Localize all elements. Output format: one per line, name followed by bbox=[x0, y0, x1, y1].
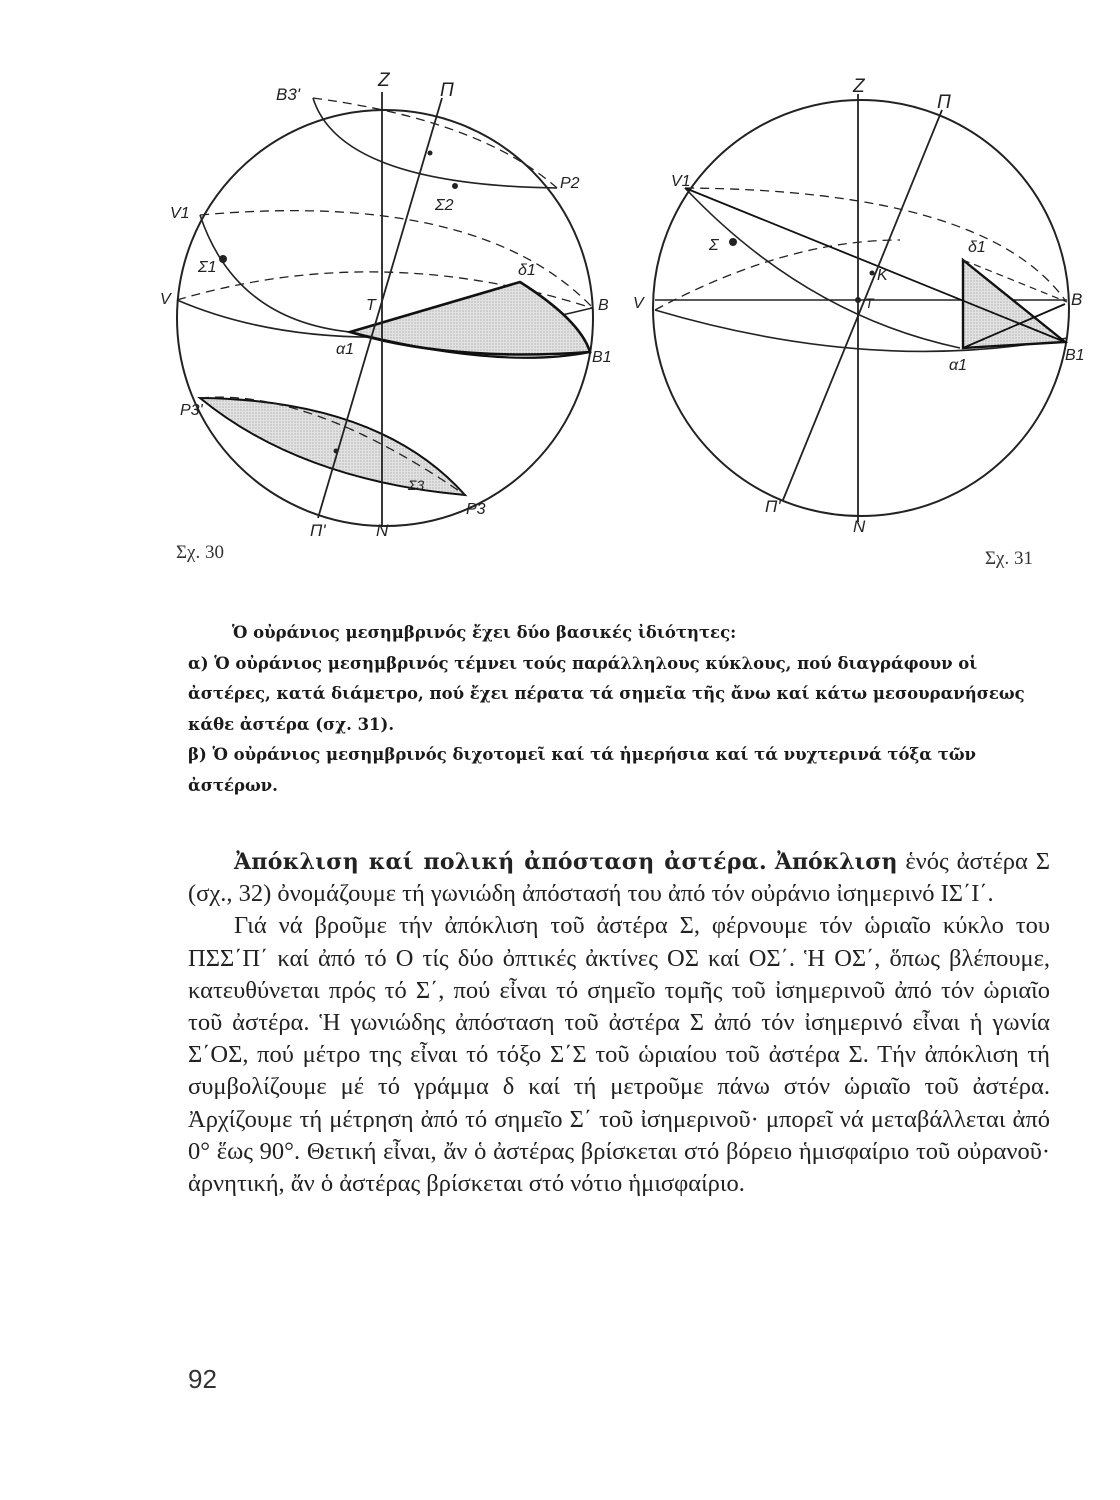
label-z: Z bbox=[378, 70, 390, 91]
label-z: Z bbox=[853, 76, 865, 97]
star-s1 bbox=[219, 255, 227, 263]
label-b1: B1 bbox=[1065, 347, 1085, 364]
label-b: B bbox=[598, 297, 609, 314]
label-d1: δ1 bbox=[968, 239, 986, 256]
figure-31-caption: Σχ. 31 bbox=[985, 548, 1033, 569]
point-pole bbox=[428, 151, 433, 156]
label-s2: Σ2 bbox=[435, 197, 454, 214]
summary-block bbox=[188, 618, 1048, 801]
parallel-back bbox=[685, 188, 1065, 300]
label-v1: V1 bbox=[170, 205, 190, 222]
parallel-front bbox=[685, 188, 960, 348]
figure-30-diagram bbox=[150, 70, 620, 550]
summary-item-b: β) Ὁ οὐράνιος μεσημβρινός διχοτομεῖ καί τά ἡμερήσια καί τά νυχτερινά τόξα τῶν ἀστέρων. bbox=[188, 745, 976, 795]
paragraph-1 bbox=[188, 846, 1050, 910]
label-d1: δ1 bbox=[518, 262, 536, 279]
label-v1: V1 bbox=[671, 173, 691, 190]
label-pp: Π' bbox=[765, 497, 781, 516]
label-p: Π bbox=[937, 92, 951, 113]
figure-30 bbox=[150, 70, 620, 550]
label-n: N bbox=[376, 521, 389, 540]
label-a1: α1 bbox=[336, 341, 355, 358]
label-a1: α1 bbox=[949, 357, 968, 374]
label-v: V bbox=[160, 291, 171, 308]
chord-v1-b1 bbox=[685, 188, 1065, 342]
figure-31-diagram bbox=[625, 70, 1095, 550]
point-axis bbox=[334, 449, 339, 454]
label-b1: B1 bbox=[592, 349, 612, 366]
paragraph-1-text: ἑνός ἀστέρα Σ (σχ., 32) ὀνομάζουμε τή γωνιώδη ἀπόστασή του ἀπό τόν οὐράνιο ἰσημερινό ΙΣ΄Ι΄. bbox=[188, 848, 1050, 908]
shaded-triangle bbox=[963, 260, 1065, 348]
label-v: V bbox=[633, 295, 644, 312]
page-number: 92 bbox=[188, 1364, 217, 1394]
label-p3p: P3' bbox=[180, 402, 203, 419]
label-b: B bbox=[1071, 290, 1083, 309]
label-s3: Σ3 bbox=[408, 477, 425, 493]
top-parallel-front bbox=[313, 98, 557, 188]
star-s bbox=[729, 238, 737, 246]
label-pp: Π' bbox=[310, 521, 326, 540]
polar-axis bbox=[783, 110, 942, 500]
section-heading: Ἀπόκλιση καί πολική ἀπόσταση ἀστέρα. bbox=[234, 849, 767, 875]
top-parallel-back bbox=[313, 98, 557, 188]
main-text bbox=[188, 846, 1050, 1200]
shaded-bottom-parallel bbox=[200, 398, 465, 495]
label-k: K bbox=[877, 267, 888, 284]
shaded-day-arc bbox=[350, 282, 590, 355]
label-b3p: B3' bbox=[276, 85, 301, 104]
figure-31 bbox=[625, 70, 1095, 550]
point-k bbox=[870, 271, 875, 276]
paragraph-2: Γιά νά βροῦμε τήν ἀπόκλιση τοῦ ἀστέρα Σ, φέρνουμε τόν ὡριαῖο κύκλο του ΠΣΣ΄Π΄ καί ἀπό τό Ο τίς δύο ὀπτικές ἀκτίνες ΟΣ καί ΟΣ΄. Ἡ ΟΣ΄, ὅπως βλέπουμε, κατευθύνεται πρός τό Σ΄, πού εἶναι τό σημεῖο τομῆς τοῦ ἰσημερινοῦ ἀπό τόν ὡριαῖο τοῦ ἀστέρα. Ἡ γωνιώδης ἀπόσταση τοῦ ἀστέρα Σ ἀπό τόν ἰσημερινό εἶναι ἡ γωνία Σ΄ΟΣ, πού μέτρο της εἶναι τό τόξο Σ΄Σ τοῦ ὡριαίου τοῦ ἀστέρα Σ. Τήν ἀπόκλιση τή συμβολίζουμε μέ τό γράμμα δ καί τή μετροῦμε πάνω στόν ὡριαῖο τοῦ ἀστέρα. Ἀρχίζουμε τή μέτρηση ἀπό τό σημεῖο Σ΄ τοῦ ἰσημερινοῦ· μπορεῖ νά μεταβάλλεται ἀπό 0° ἕως 90°. Θετική εἶναι, ἄν ὁ ἀστέρας βρίσκεται στό βόρειο ἡμισφαίριο τοῦ οὐρανοῦ· ἀρνητική, ἄν ὁ ἀστέρας βρίσκεται στό νότιο ἡμισφαίριο. bbox=[188, 912, 1050, 1198]
label-s1: Σ1 bbox=[198, 259, 217, 276]
term-declination: Ἀπόκλιση bbox=[774, 849, 898, 875]
label-t: T bbox=[366, 297, 376, 314]
label-p: Π bbox=[440, 80, 454, 101]
label-p2: P2 bbox=[560, 175, 580, 192]
point-t bbox=[855, 297, 861, 303]
summary-item-a: α) Ὁ οὐράνιος μεσημβρινός τέμνει τούς παράλληλους κύκλους, πού διαγράφουν οἱ ἀστέρες, κατά διάμετρο, πού ἔχει πέρατα τά σημεῖα τῆς ἄνω καί κάτω μεσουρανήσεως κάθε ἀστέρα (σχ. 31). bbox=[188, 653, 1025, 734]
label-t: T bbox=[865, 295, 874, 311]
label-p3: P3 bbox=[466, 501, 486, 518]
summary-intro: Ὁ οὐράνιος μεσημβρινός ἔχει δύο βασικές ἰδιότητες: bbox=[232, 623, 737, 642]
label-n: N bbox=[853, 517, 866, 536]
star-s2 bbox=[452, 183, 458, 189]
label-s: Σ bbox=[709, 237, 719, 254]
figure-30-caption: Σχ. 30 bbox=[176, 542, 224, 563]
